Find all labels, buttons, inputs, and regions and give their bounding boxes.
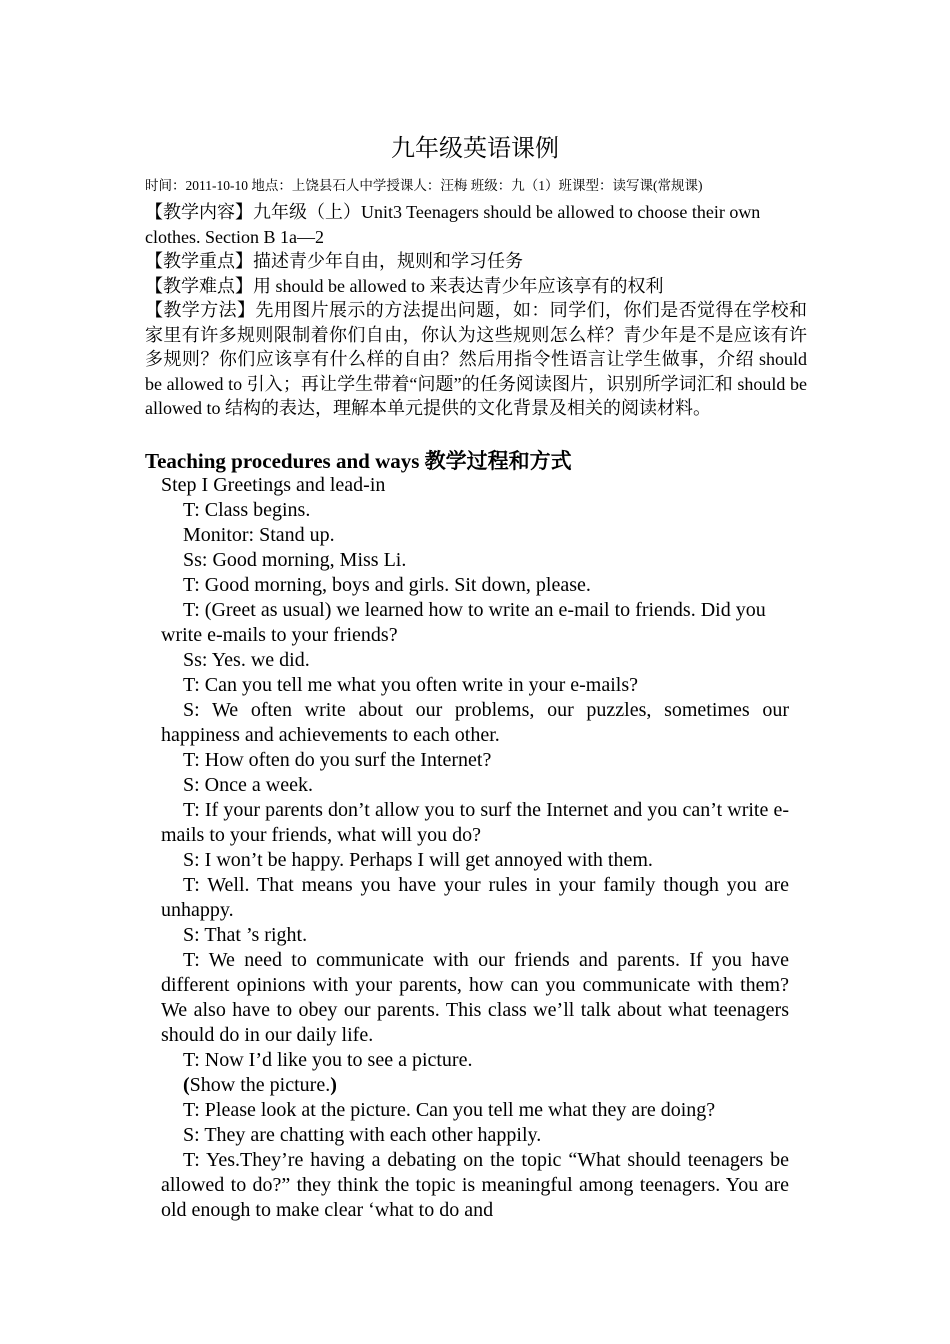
dialogue-line: S: I won’t be happy. Perhaps I will get annoyed with them. — [183, 849, 653, 871]
dialogue-body — [161, 473, 789, 1223]
dialogue-line: T: (Greet as usual) we learned how to write an e-mail to friends. Did you write e-mails to your friends? — [161, 599, 766, 646]
dialogue-line: T: Yes.They’re having a debating on the topic “What should teenagers be allowed to do?” they think the topic is meaningful among teenagers. You are old enough to make clear ‘what to do and — [161, 1149, 789, 1221]
dialogue-line: Monitor: Stand up. — [183, 524, 335, 546]
dialogue-line: T: How often do you surf the Internet? — [183, 749, 492, 771]
dialogue-line: T: Can you tell me what you often write in your e-mails? — [183, 674, 638, 696]
lesson-info — [145, 200, 807, 421]
dialogue-line: S: They are chatting with each other happily. — [183, 1124, 542, 1146]
dialogue-line: T: If your parents don’t allow you to surf the Internet and you can’t write e-mails to your friends, what will you do? — [161, 799, 789, 846]
step-title: Step I Greetings and lead-in — [161, 474, 386, 496]
dialogue-line: T: Now I’d like you to see a picture. — [183, 1049, 473, 1071]
section-heading: Teaching procedures and ways 教学过程和方式 — [145, 449, 572, 473]
teaching-method: 【教学方法】先用图片展示的方法提出问题，如：同学们，你们是否觉得在学校和家里有许多规则限制着你们自由，你认为这些规则怎么样？青少年是不是应该有许多规则？你们应该享有什么样的自由？然后用指令性语言让学生做事，介绍 should be allowed to 引入；再让学生带着“问题”的任务阅读图片，识别所学词汇和 should be allowed to 结构的表达，理解本单元提供的文化背景及相关的阅读材料。 — [145, 300, 807, 418]
teaching-content: 【教学内容】九年级（上）Unit3 Teenagers should be allowed to choose their own clothes. Section B 1a—2 — [145, 202, 761, 247]
stage-direction-text: Show the picture. — [189, 1074, 331, 1096]
paren-open: ( — [183, 1074, 190, 1096]
dialogue-line: S: We often write about our problems, our puzzles, sometimes our happiness and achievements to each other. — [161, 699, 789, 746]
dialogue-line: T: Good morning, boys and girls. Sit down, please. — [183, 574, 591, 596]
page-title: 九年级英语课例 — [391, 136, 559, 162]
lesson-meta: 时间：2011-10-10 地点：上饶县石人中学授课人：汪梅 班级：九（1）班课型：读写课(常规课) — [145, 178, 703, 193]
dialogue-line: T: Well. That means you have your rules in your family though you are unhappy. — [161, 874, 789, 921]
teaching-focus: 【教学重点】描述青少年自由，规则和学习任务 — [145, 251, 523, 271]
dialogue-line: T: Please look at the picture. Can you tell me what they are doing? — [183, 1099, 716, 1121]
dialogue-line: T: Class begins. — [183, 499, 311, 521]
dialogue-line: T: We need to communicate with our friends and parents. If you have different opinions with your parents, how can you communicate with them? We also have to obey our parents. This class we’ll talk about what teenagers should do in our daily life. — [161, 949, 789, 1046]
dialogue-line: S: That ’s right. — [183, 924, 308, 946]
teaching-difficulty: 【教学难点】用 should be allowed to 来表达青少年应该享有的权利 — [145, 275, 664, 296]
paren-close: ) — [330, 1074, 337, 1096]
stage-direction — [161, 1073, 789, 1098]
dialogue-line: Ss: Yes. we did. — [183, 649, 310, 671]
dialogue-line: Ss: Good morning, Miss Li. — [183, 549, 407, 571]
dialogue-line: S: Once a week. — [183, 774, 313, 796]
